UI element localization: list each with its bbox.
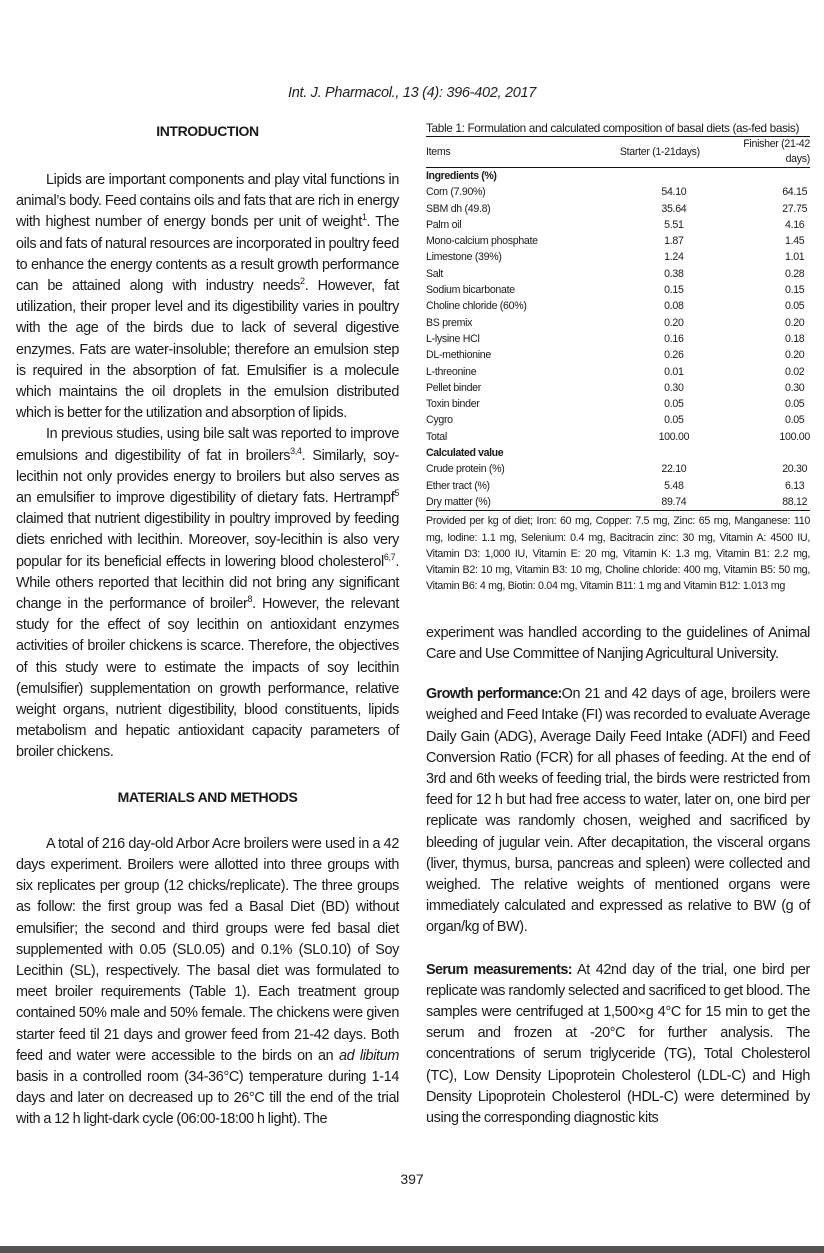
running-header: Int. J. Pharmacol., 13 (4): 396-402, 2017 <box>287 85 537 101</box>
item-cell: L-threonine <box>426 365 477 378</box>
item-cell: DL-methionine <box>426 349 491 362</box>
starter-value-cell: 22.10 <box>661 463 687 476</box>
finisher-value-cell: 0.15 <box>784 284 805 297</box>
finisher-value-cell: 88.12 <box>729 494 810 511</box>
starter-value-cell: 0.05 <box>664 414 684 427</box>
starter-value-cell: 0.38 <box>664 267 684 280</box>
starter-value-cell: 0.16 <box>664 332 684 345</box>
italic-term: ad libitum <box>338 1047 399 1064</box>
starter-value-cell: 1.24 <box>664 251 684 264</box>
citation-superscript: 3,4 <box>290 445 302 456</box>
item-cell: Mono-calcium phosphate <box>426 235 538 248</box>
item-cell: Pellet binder <box>426 381 481 394</box>
materials-methods-paragraph <box>16 834 399 1131</box>
table-row <box>426 217 810 233</box>
finisher-value-cell: 0.20 <box>784 316 805 329</box>
diet-table <box>426 136 810 511</box>
citation-superscript: 8 <box>247 594 253 605</box>
finisher-value-cell: 4.16 <box>784 218 805 231</box>
item-cell: L-lysine HCl <box>426 332 480 345</box>
table-row <box>426 233 810 249</box>
growth-performance-text: On 21 and 42 days of age, broilers were weighed and Feed Intake (FI) was recorded to evaluate Average Daily Gain (ADG), Average Daily Feed Intake (ADFI) and Feed Conversion Ratio (FCR) for all phases of feeding. At the end of 3rd and 6th weeks of feeding trial, the birds were restricted from feed for 12 h but had free access to water, later on, one bird per replicate was randomly chosen, weighed and sacrificed by bleeding of jugular vein. After decapitation, the visceral organs (liver, thymus, bursa, pancreas and spleen) were collected and weighed. The relative weights of mentioned organs were immediately calculated and expressed as relative to BW (g of organ/kg of BW). <box>426 686 810 936</box>
text-run: claimed that nutrient digestibility in poultry improved by feeding diets enriched with lecithin. Moreover, soy-lecithin is also very popular for its beneficial effects in lowering blood cholesterol <box>16 511 399 570</box>
table-row <box>426 364 810 380</box>
finisher-value-cell: 0.02 <box>784 365 805 378</box>
finisher-value-cell: 27.75 <box>782 202 808 215</box>
table-row <box>426 298 810 314</box>
table-row <box>426 249 810 265</box>
column-header-finisher: Finisher (21-42 days) <box>729 137 810 168</box>
finisher-value-cell: 64.15 <box>782 186 808 199</box>
introduction-heading: INTRODUCTION <box>156 123 259 139</box>
item-cell: SBM dh (49.8) <box>426 202 491 215</box>
column-header-starter: Starter (1-21days) <box>590 137 729 168</box>
starter-value-cell: 0.30 <box>664 381 684 394</box>
starter-value-cell: 89.74 <box>590 494 729 511</box>
finisher-value-cell: 0.05 <box>784 414 805 427</box>
item-cell: Palm oil <box>426 218 462 231</box>
starter-value-cell: 54.10 <box>661 186 687 199</box>
serum-measurements-heading: Serum measurements: <box>426 961 572 978</box>
table-row <box>426 331 810 347</box>
item-cell: Limestone (39%) <box>426 251 502 264</box>
finisher-value-cell: 1.45 <box>784 235 805 248</box>
finisher-value-cell: 100.00 <box>779 430 810 443</box>
table-1 <box>426 120 810 595</box>
table-row <box>426 282 810 298</box>
text-run: . The oils and fats of natural resources are incorporated in poultry feed to enhance the energy contents as a result growth performance can be attained along with industry needs <box>16 214 399 295</box>
group-label: Calculated value <box>426 447 504 460</box>
table-group-row <box>426 445 810 461</box>
starter-value-cell: 0.08 <box>664 300 684 313</box>
table-row <box>426 380 810 396</box>
group-label: Ingredients (%) <box>426 170 497 182</box>
starter-value-cell: 0.26 <box>664 349 684 362</box>
finisher-value-cell: 0.05 <box>784 300 805 313</box>
item-cell: Toxin binder <box>426 398 480 411</box>
text-run: A total of 216 day-old Arbor Acre broilers were used in a 42 days experiment. Broilers were allotted into three groups with six replicates per group (12 chicks/replicate). The three groups as follow: the first group was fed a Basal Diet (BD) without emulsifier; the second and third groups were fed basal diet supplemented with 0.05 (SL0.05) and 0.1% (SL0.10) of Soy Lecithin (SL), respectively. The basal diet was formulated to meet broiler requirements (Table 1). Each treatment group contained 50% male and 50% female. The chickens were given starter feed til 21 days and grower feed from 21-42 days. Both feed and water were accessible to the birds on an <box>16 835 399 1064</box>
text-run: . While others reported that lecithin did not bring any significant change in the performance of broiler <box>16 553 399 613</box>
finisher-value-cell: 0.28 <box>784 267 805 280</box>
item-cell: Salt <box>426 267 444 280</box>
starter-value-cell: 5.48 <box>664 479 684 492</box>
item-cell: Sodium bicarbonate <box>426 284 515 297</box>
text-run: . However, fat utilization, their proper level and its digestibility varies in poultry with the age of the birds due to lack of several digestive enzymes. Fats are water-insoluble; therefore an emulsion step is required in the absorption of fat. Emulsifier is a molecule which maintains the oil droplets in the emulsion distributed which is better for the utilization and absorption of lipids. <box>16 278 399 422</box>
intro-paragraph-2 <box>16 424 399 763</box>
starter-value-cell: 35.64 <box>661 202 687 215</box>
starter-value-cell: 100.00 <box>658 430 690 443</box>
table-row <box>426 201 810 217</box>
finisher-value-cell: 0.05 <box>784 398 805 411</box>
item-cell: Crude protein (%) <box>426 463 505 476</box>
finisher-value-cell: 1.01 <box>784 251 805 264</box>
item-cell: BS premix <box>426 316 473 329</box>
finisher-value-cell: 0.18 <box>784 332 805 345</box>
table-row <box>426 347 810 363</box>
viewer-bottom-bar <box>0 1246 824 1253</box>
item-cell: Total <box>426 430 447 443</box>
text-run: In previous studies, using bile salt was reported to improve emulsions and digestibility of fat in broilers <box>16 426 399 464</box>
table-body <box>426 168 810 511</box>
table-row <box>426 429 810 445</box>
text-run: Lipids are important components and play vital functions in animal’s body. Feed contains oils and fats that are rich in energy with highest number of energy bonds per unit of weight <box>16 172 399 231</box>
finisher-value-cell: 6.13 <box>784 479 805 492</box>
serum-measurements-paragraph <box>426 960 810 1130</box>
text-run: . Similarly, soy-lecithin not only provides energy to broilers but also serves as an emulsifier to improve digestibility of dietary fats. Hertrampf <box>16 447 399 507</box>
item-cell: Choline chloride (60%) <box>426 300 527 313</box>
table-group-row <box>426 168 810 185</box>
table-row <box>426 494 810 511</box>
item-cell: Ether tract (%) <box>426 479 490 492</box>
starter-value-cell: 1.87 <box>664 235 684 248</box>
intro-paragraph-1 <box>16 170 399 424</box>
serum-measurements-text: At 42nd day of the trial, one bird per replicate was randomly selected and sacrificed to get blood. The samples were centrifuged at 1,500×g 4°C for 15 min to get the serum and frozen at -20°C for further analysis. The concentrations of serum triglyceride (TG), Total Cholesterol (TC), Low Density Lipoprotein Cholesterol (LDL-C) and High Density Lipoprotein Cholesterol (HDL-C) were determined by using the corresponding diagnostic kits <box>426 961 810 1126</box>
growth-performance-paragraph <box>426 684 810 938</box>
methods-continuation: experiment was handled according to the guidelines of Animal Care and Use Committee of Nanjing Agricultural University. <box>426 624 810 662</box>
table-row <box>426 478 810 494</box>
item-cell: Cygro <box>426 414 453 427</box>
table-row <box>426 461 810 477</box>
item-cell: Dry matter (%) <box>426 494 590 511</box>
table-row <box>426 184 810 200</box>
table-row <box>426 315 810 331</box>
table-row <box>426 412 810 428</box>
starter-value-cell: 0.20 <box>664 316 684 329</box>
item-cell: Corn (7.90%) <box>426 186 486 199</box>
citation-superscript: 1 <box>361 212 367 223</box>
table-row <box>426 266 810 282</box>
table-caption: Table 1: Formulation and calculated composition of basal diets (as-fed basis) <box>426 121 800 135</box>
right-column <box>426 120 810 1129</box>
text-run: . However, the relevant study for the effect of soy lecithin on antioxidant enzymes activities of broiler chickens is scarce. Therefore, the objectives of this study were to estimate the impacts of soy lecithin (emulsifier) supplementation on growth performance, relative weight organs, nutrient digestibility, blood constituents, lipids metabolism and hepatic antioxidant capacity parameters of broiler chickens. <box>16 596 399 761</box>
finisher-value-cell: 0.20 <box>784 349 805 362</box>
page-number: 397 <box>400 1171 424 1187</box>
finisher-value-cell: 0.30 <box>784 381 805 394</box>
column-header-items: Items <box>426 137 590 168</box>
starter-value-cell: 5.51 <box>664 218 684 231</box>
left-column <box>16 120 399 1131</box>
citation-superscript: 6,7 <box>383 551 396 562</box>
finisher-value-cell: 20.30 <box>782 463 808 476</box>
materials-methods-heading: MATERIALS AND METHODS <box>117 788 298 805</box>
table-header-row <box>426 137 810 168</box>
citation-superscript: 5 <box>394 488 399 499</box>
table-footnote: Provided per kg of diet; Iron: 60 mg, Copper: 7.5 mg, Zinc: 65 mg, Manganese: 110 mg, Iodine: 1.1 mg, Selenium: 0.4 mg, Bacitracin zinc: 30 mg, Vitamin A: 4500 IU, Vitamin D3: 1,000 IU, Vitamin E: 20 mg, Vitamin K: 1.3 mg, Vitamin B1: 2.2 mg, Vitamin B2: 10 mg, Vitamin B3: 10 mg, Choline chloride: 400 mg, Vitamin B5: 50 mg, Vitamin B6: 4 mg, Biotin: 0.04 mg, Vitamin B11: 1 mg and Vitamin B12: 1.013 mg <box>426 515 810 593</box>
starter-value-cell: 0.05 <box>664 398 684 411</box>
table-row <box>426 396 810 412</box>
citation-superscript: 2 <box>300 276 305 287</box>
growth-performance-heading: Growth performance: <box>426 686 562 703</box>
starter-value-cell: 0.01 <box>664 365 684 378</box>
starter-value-cell: 0.15 <box>664 284 684 297</box>
text-run: basis in a controlled room (34-36°C) temperature during 1-14 days and later on decreased up to 26°C till the end of the trial with a 12 h light-dark cycle (06:00-18:00 h light). The <box>16 1068 399 1128</box>
